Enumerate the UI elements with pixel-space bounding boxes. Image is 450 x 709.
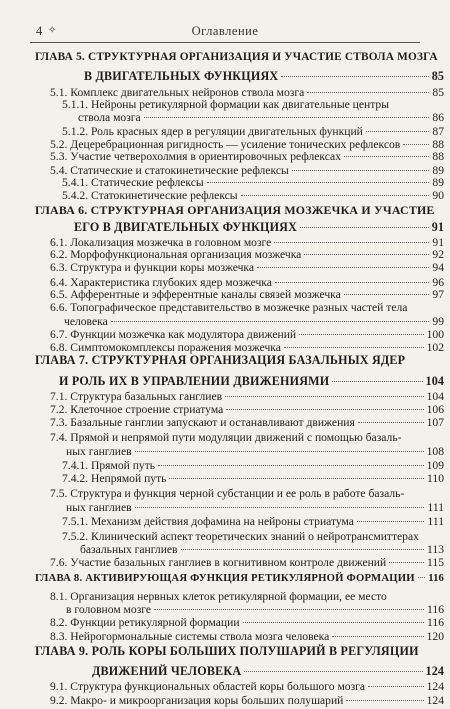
toc-page-number: 124: [425, 664, 444, 678]
toc-page-number: 97: [432, 288, 444, 301]
toc-entry: [50, 301, 440, 314]
dot-leader: [207, 182, 430, 183]
toc-page-number: 91: [431, 220, 444, 234]
toc-entry-title: 7.4.2. Непрямой путь: [62, 472, 167, 485]
toc-entry-title: 6.3. Структура и функции коры мозжечка: [50, 261, 254, 274]
dot-leader: [284, 347, 424, 348]
toc-page-number: 100: [426, 328, 444, 341]
toc-entry: [50, 616, 444, 629]
dot-leader: [244, 671, 422, 672]
toc-entry: [50, 248, 444, 261]
toc-entry-title: 7.6. Участие базальных ганглиев в когнитивном контроле движений: [50, 556, 387, 569]
dot-leader: [366, 131, 430, 132]
toc-entry: [66, 603, 444, 616]
toc-entry-title: 9.2. Макро- и микроорганизация коры больших полушарий: [50, 694, 344, 707]
toc-entry: [80, 543, 444, 556]
toc-entry: [62, 189, 444, 202]
toc-chapter-line: [59, 375, 444, 388]
toc-entry-title: В ДВИГАТЕЛЬНЫХ ФУНКЦИЯХ: [84, 69, 279, 83]
toc-page-number: 113: [427, 543, 444, 556]
toc-page-number: 116: [427, 603, 444, 616]
toc-entry-title: 5.1. Комплекс двигательных нейронов ствола мозга: [50, 86, 305, 99]
toc-entry-title: ГЛАВА 8. АКТИВИРУЮЩАЯ ФУНКЦИЯ РЕТИКУЛЯРНОЙ ФОРМАЦИИ: [35, 572, 415, 584]
toc-entry-title: в головном мозге: [66, 603, 152, 616]
toc-entry: [50, 680, 444, 693]
dot-leader: [358, 422, 424, 423]
toc-entry-title: 5.2. Децеребрационная ригидность — усиление тонических рефлексов: [50, 138, 401, 151]
toc-chapter-line: [84, 70, 444, 83]
dot-leader: [181, 549, 425, 550]
dot-leader: [144, 117, 430, 118]
dot-leader: [241, 195, 430, 196]
toc-entry: [62, 176, 444, 189]
dot-leader: [243, 622, 425, 623]
dot-leader: [307, 92, 429, 93]
ornament-icon: ✧: [48, 25, 57, 36]
toc-entry-title: 5.4. Статические и статокинетические рефлексы: [50, 164, 289, 177]
toc-chapter-line: [35, 572, 444, 585]
toc-entry-title: ГЛАВА 5. СТРУКТУРНАЯ ОРГАНИЗАЦИЯ И УЧАСТИЕ СТВОЛА МОЗГА: [35, 51, 438, 63]
toc-entry-title: 8.3. Нейрогормональные системы ствола мозга человека: [50, 630, 330, 643]
toc-entry-title: 6.1. Локализация мозжечка в головном мозге: [50, 236, 272, 249]
dot-leader: [158, 465, 424, 466]
toc-page-number: 109: [426, 459, 444, 472]
toc-page-number: 111: [427, 515, 444, 528]
toc-page-number: 116: [428, 572, 444, 584]
dot-leader: [344, 294, 430, 295]
toc-entry-title: ДВИЖЕНИЙ ЧЕЛОВЕКА: [92, 664, 242, 678]
toc-entry-title: 6.6. Топографическое представительство в мозжечке разных частей тела: [50, 301, 408, 314]
toc-entry: [62, 125, 444, 138]
toc-page-number: 124: [426, 680, 444, 693]
toc-page-number: 96: [432, 276, 444, 289]
toc-entry-title: ГЛАВА 9. РОЛЬ КОРЫ БОЛЬШИХ ПОЛУШАРИЙ В РЕГУЛЯЦИИ: [35, 644, 419, 658]
dot-leader: [226, 409, 423, 410]
toc-entry-title: 7.4. Прямой и непрямой пути модуляции движений с помощью базаль-: [50, 431, 402, 444]
toc-entry-title: 7.3. Базальные ганглии запускают и останавливают движения: [50, 416, 355, 429]
toc-page-number: 124: [426, 694, 444, 707]
dot-leader: [304, 254, 429, 255]
toc-entry-title: ГЛАВА 7. СТРУКТУРНАЯ ОРГАНИЗАЦИЯ БАЗАЛЬНЫХ ЯДЕР: [35, 353, 406, 367]
toc-page-number: 87: [432, 125, 444, 138]
toc-page-number: 107: [426, 416, 444, 429]
dot-leader: [292, 170, 430, 171]
toc-entry-title: 5.3. Участие четверохолмия в ориентировочных рефлексах: [50, 150, 342, 163]
toc-page-number: 111: [427, 501, 444, 514]
toc-page-number: 120: [426, 630, 444, 643]
toc-page-number: 92: [432, 248, 444, 261]
toc-page-number: 89: [432, 164, 444, 177]
dot-leader: [111, 321, 430, 322]
toc-entry-title: 5.1.1. Нейроны ретикулярной формации как двигательные центры: [62, 98, 390, 111]
toc-entry: [66, 501, 444, 514]
toc-page-number: 110: [427, 472, 444, 485]
dot-leader: [403, 144, 429, 145]
toc-page-number: 116: [427, 616, 444, 629]
toc-page-number: 86: [432, 111, 444, 124]
toc-entry: [64, 315, 444, 328]
toc-entry-title: 8.2. Функции ретикулярной формации: [50, 616, 240, 629]
toc-entry-title: 7.5.1. Механизм действия дофамина на нейроны стриатума: [62, 515, 354, 528]
toc-entry-title: 8.1. Организация нервных клеток ретикулярной формации, ее место: [50, 590, 387, 603]
toc-entry-title: 7.2. Клеточное строение стриатума: [50, 403, 224, 416]
toc-entry: [50, 630, 444, 643]
toc-entry: [66, 445, 444, 458]
dot-leader: [274, 242, 429, 243]
toc-entry: [50, 694, 444, 707]
toc-chapter-line: [92, 665, 444, 678]
toc-entry: [50, 556, 444, 569]
toc-page-number: 85: [431, 69, 444, 83]
dot-leader: [154, 609, 424, 610]
toc-entry: [50, 150, 444, 163]
toc-page-number: 90: [432, 189, 444, 202]
toc-entry: [62, 459, 444, 472]
toc-entry-title: И РОЛЬ ИХ В УПРАВЛЕНИИ ДВИЖЕНИЯМИ: [59, 374, 330, 388]
toc-entry-title: 5.4.1. Статические рефлексы: [62, 176, 204, 189]
toc-entry-title: 7.5.2. Клинический аспект теоретических знаний о нейротрансмиттерах: [62, 530, 419, 543]
toc-entry: [50, 288, 444, 301]
toc-entry-title: ных ганглиев: [66, 501, 132, 514]
dot-leader: [257, 267, 429, 268]
toc-chapter-line: [35, 354, 440, 367]
toc-entry: [50, 403, 444, 416]
toc-page-number: 108: [426, 445, 444, 458]
toc-entry: [62, 515, 444, 528]
toc-entry: [50, 487, 440, 500]
toc-entry-title: ствола мозга: [78, 111, 141, 124]
dot-leader: [418, 577, 425, 578]
toc-entry: [50, 590, 440, 603]
toc-page-number: 106: [426, 403, 444, 416]
toc-page-number: 89: [432, 176, 444, 189]
dot-leader: [135, 451, 424, 452]
toc-entry-title: 7.5. Структура и функция черной субстанции и ее роль в работе базаль-: [50, 487, 405, 500]
dot-leader: [346, 700, 423, 701]
dot-leader: [357, 521, 425, 522]
toc-chapter-line: [35, 204, 440, 217]
toc-entry-title: ных ганглиев: [66, 445, 132, 458]
toc-entry-title: 7.1. Структура базальных ганглиев: [50, 390, 223, 403]
toc-entry-title: 5.1.2. Роль красных ядер в регуляции двигательных функций: [62, 125, 363, 138]
toc-entry-title: 6.7. Функции мозжечка как модулятора движений: [50, 328, 297, 341]
toc-page-number: 91: [432, 236, 444, 249]
toc-page-number: 85: [432, 86, 444, 99]
dot-leader: [389, 562, 424, 563]
toc-entry-title: ЕГО В ДВИГАТЕЛЬНЫХ ФУНКЦИЯХ: [74, 220, 298, 234]
toc-page-number: 94: [432, 261, 444, 274]
toc-entry: [50, 328, 444, 341]
dot-leader: [299, 334, 423, 335]
dot-leader: [275, 282, 429, 283]
dot-leader: [332, 381, 422, 382]
toc-page-number: 104: [425, 374, 444, 388]
toc-entry: [50, 431, 440, 444]
toc-entry: [50, 390, 444, 403]
toc-page-number: 102: [426, 341, 444, 354]
dot-leader: [169, 478, 424, 479]
toc-page-number: 88: [432, 150, 444, 163]
toc-entry: [78, 111, 444, 124]
toc-entry: [62, 98, 440, 111]
toc-entry: [62, 530, 440, 543]
toc-entry-title: 9.1. Структура функциональных областей коры большого мозга: [50, 680, 366, 693]
toc-entry-title: 6.2. Морфофункциональная организация мозжечка: [50, 248, 302, 261]
toc-entry-title: ГЛАВА 6. СТРУКТУРНАЯ ОРГАНИЗАЦИЯ МОЗЖЕЧКА И УЧАСТИЕ: [35, 203, 435, 217]
dot-leader: [344, 156, 429, 157]
toc-entry-title: 6.8. Симптомокомплексы поражения мозжечка: [50, 341, 281, 354]
dot-leader: [135, 507, 425, 508]
toc-page-number: 115: [427, 556, 444, 569]
running-title: Оглавление: [191, 24, 259, 38]
toc-entry-title: базальных ганглиев: [80, 543, 178, 556]
dot-leader: [332, 636, 423, 637]
dot-leader: [225, 396, 424, 397]
toc-entry: [50, 416, 444, 429]
dot-leader: [368, 686, 424, 687]
toc-page-number: 99: [432, 315, 444, 328]
toc-entry-title: человека: [64, 315, 108, 328]
dot-leader: [300, 227, 429, 228]
dot-leader: [281, 76, 428, 77]
toc-entry-title: 6.5. Афферентные и эфферентные каналы связей мозжечка: [50, 288, 341, 301]
toc-entry: [62, 472, 444, 485]
toc-chapter-line: [35, 645, 440, 658]
toc-entry-title: 6.4. Характеристика глубоких ядер мозжечка: [50, 276, 272, 289]
toc-chapter-line: [74, 221, 444, 234]
toc-entry: [50, 261, 444, 274]
toc-chapter-line: [35, 51, 440, 64]
toc-page-number: 88: [432, 138, 444, 151]
toc-entry-title: 7.4.1. Прямой путь: [62, 459, 156, 472]
toc-page-number: 104: [426, 390, 444, 403]
page-number: 4: [36, 24, 43, 38]
toc-entry-title: 5.4.2. Статокинетические рефлексы: [62, 189, 238, 202]
